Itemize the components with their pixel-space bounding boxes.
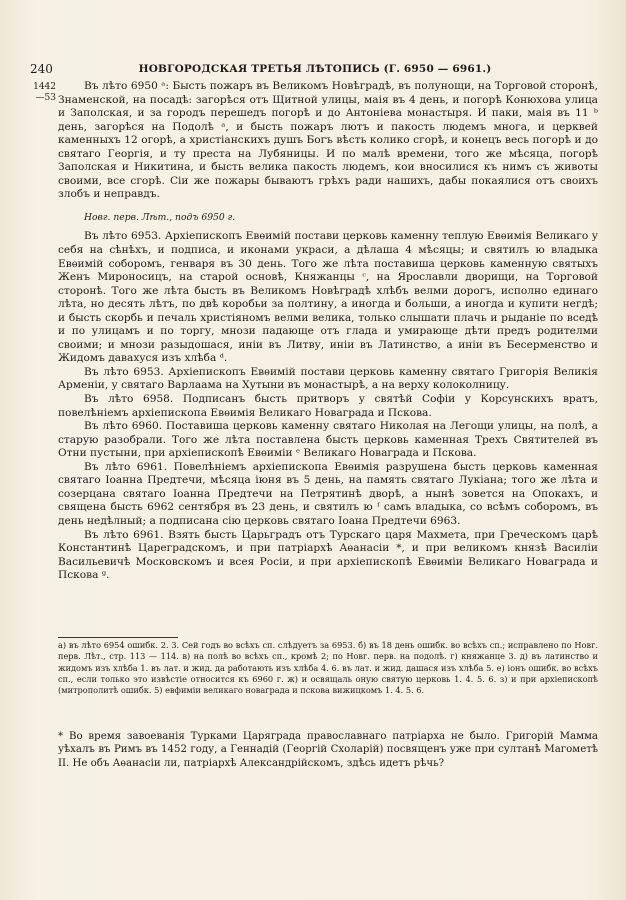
source-reference: Новг. перв. Лѣт., подъ 6950 г. (84, 211, 236, 223)
entry-6958: Въ лѣто 6958. Подписанъ бысть притворъ у святѣй Софіи у Корсунскихъ вратъ, повелѣніемъ архіепископа Евѳимія Великаго Новаграда и Пскова. (58, 393, 598, 419)
page-number: 240 (30, 62, 53, 76)
page-header (30, 62, 600, 76)
running-title: НОВГОРОДСКАЯ ТРЕТЬЯ ЛѢТОПИСЬ (Г. 6950 — 6961.) (138, 63, 492, 75)
footnote-asterisk: * Во время завоеванія Турками Царяграда православнаго патріарха не было. Григорій Мамма уѣхалъ въ Римъ въ 1452 году, а Геннадій (Георгій Схоларій) посвященъ уже при султанѣ Магометѣ II. Не объ Аѳанасіи ли, патріархѣ Александрійскомъ, здѣсь идетъ рѣчь? (58, 731, 598, 769)
entry-6950: Въ лѣто 6950 ᵃ: Бысть пожаръ въ Великомъ Новѣградѣ, въ полунощи, на Торговой сторонѣ, Знаменской, на посадѣ: загорѣся отъ Щитной улицы, маія въ 4 день, и погорѣ Конюхова улица и Заполская, и за городъ перешедъ погорѣ и до Антоніева монастыря. И паки, маія въ 11 ᵇ день, загорѣся на Подолѣ ᵃ, и бысть пожаръ лютъ и пакость людемъ многа, и церквей каменныхъ 12 огорѣ, а христіанскихъ душъ Богъ вѣсть колико сгорѣ, и конецъ весь погорѣ и до святаго Георгія, и ту преста на Лубяницы. И по малѣ времени, того же мѣсяца, погорѣ Заполская и Никитина, и бысть велика пакость людемъ, кои вносилися къ нимъ съ животы своими, все сгорѣ. Сіи же пожары бываютъ грѣхъ ради нашихъ, дабы покаялися отъ своихъ злобъ и неправдъ. (58, 80, 598, 201)
footnote-text: а) въ лѣто 6954 ошибк. 2. 3. Сей годъ во всѣхъ сп. слѣдуетъ за 6953. б) въ 18 день ошибк. во всѣхъ сп.; исправлено по Новг. перв. Лѣт., стр. 113 — 114. в) на полѣ во всѣхъ сп., кромѣ 2; по Новг. перв. на подолѣ. г) княжанце 3. д) въ латинство и жидомъ изъ хлѣба 1. въ лат. и жид. да работають изъ хлѣба 4. 6. въ лат. и жид. дашася изъ хлѣба 5. е) іонъ ошибк. во всѣхъ сп., если только это извѣстіе относится къ 6960 г. ж) и освящаль оную святую церковь 1. 4. 5. 6. з) и при архіепископѣ (митрополитѣ ошибк. 5) евфиміи великаго новаграда и пскова вижицкомъ 1. 4. 5. 6. (58, 640, 598, 696)
entry-6953-b: Въ лѣто 6953. Архіепископъ Евѳимій постави церковь каменну святаго Григорія Великія Арменіи, у святаго Варлаама на Хутыни въ монастырѣ, а на верху колоколницу. (58, 365, 598, 392)
entry-6953-a: Въ лѣто 6953. Архіепископъ Евѳимій постави церковь каменну теплую Евѳимія Великаго у себя на сѣнѣхъ, и подписа, и иконами украси, а дѣлаша 4 мѣсяцы; и святилъ ю владыка Евѳимій соборомъ, генваря въ 30 день. Того же лѣта поставиша церковь каменную святыхъ Женъ Мироносицъ, на старой основѣ, Княжанцы ᶜ, на Ярославли дворищи, на Торговой сторонѣ. Того же лѣта бысть въ Великомъ Новѣградѣ хлѣбъ велми дорогъ, исполно единаго лѣта, но десять лѣтъ, по двѣ коробьи за полтину, а иногда и больши, а иногда и купити негдѣ; и бысть скорбь и печаль христіяномъ велми велика, только слышати плачь и рыданіе по вседѣ и по улицамъ и по торгу, мнози падающе отъ глада и умирающе дѣти предъ родителми своими; и мнози разыдошася, иніи въ Литву, иніи въ Латинство, а иніи въ Бесерменство и Жидомъ давахуся изъ хлѣба ᵈ. (58, 230, 598, 365)
footnote-separator (58, 637, 178, 638)
editorial-footnote (58, 730, 598, 770)
variant-footnotes (58, 640, 598, 696)
margin-year-note: 1442 —53 (33, 82, 56, 103)
entry-6960: Въ лѣто 6960. Поставиша церковь каменну святаго Николая на Легощи улицы, на полѣ, а старую разобрали. Того же лѣта поставлена бысть церковь каменная Трехъ Святителей въ Отни пустыни, при архіепископѣ Евѳиміи ᵉ Великаго Новаграда и Пскова. (58, 420, 598, 460)
chronicle-text (58, 80, 598, 583)
entry-6961-b: Въ лѣто 6961. Взять бысть Царьградъ отъ Турскаго царя Махмета, при Греческомъ царѣ Константинѣ Цареградскомъ, и при патріархѣ Аѳанасіи *, и при великомъ князѣ Василіи Васильевичѣ Московскомъ и всея Росіи, и при архіепископѣ Евѳиміи Великаго Новаграда и Пскова ᵍ. (58, 528, 598, 582)
entry-6961-a: Въ лѣто 6961. Повелѣніемъ архіепископа Евѳимія разрушена бысть церковь каменная святаго Іоанна Предтечи, мѣсяца іюня въ 5 день, на память святаго Лукіана; того же лѣта и созерцана святаго Іоанна Предтечи на Петрятинѣ дворѣ, а нынѣ зовется на Опокахъ, и священа бысть 6962 сентября въ 23 день, и святилъ ю ᶠ самъ владыка, со всѣмъ соборомъ, въ день недѣлный; а подписана сію церковь святаго Іоана Предтечи 6963. (58, 460, 598, 527)
